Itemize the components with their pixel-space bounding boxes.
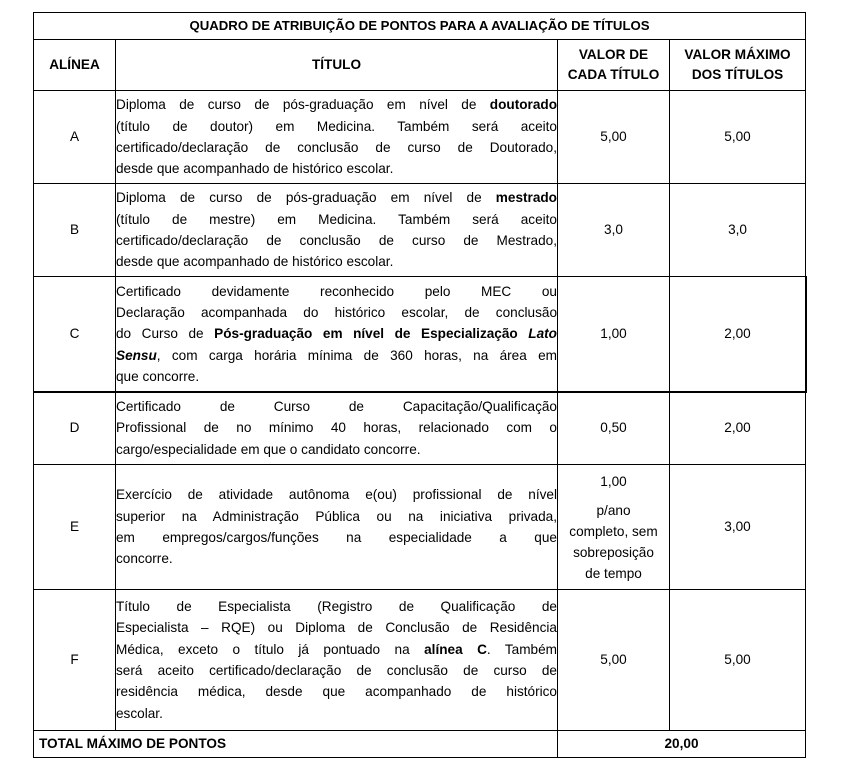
titulo-line: Sensu, com carga horária mínima de 360 horas, na área em <box>116 347 557 363</box>
header-titulo: TÍTULO <box>116 40 558 91</box>
titulo-line: desde que acompanhado de histórico escolar. <box>116 254 394 270</box>
alinea-cell: A <box>34 91 116 184</box>
maximo-cell: 2,00 <box>670 392 806 465</box>
titulo-line: do Curso de Pós-graduação em nível de Especialização Lato <box>116 326 557 342</box>
valor-note-line: completo, sem <box>569 523 658 539</box>
table-row <box>34 590 806 731</box>
degree-highlight: mestrado <box>495 190 557 206</box>
alinea-cell: C <box>34 277 116 392</box>
table-row <box>34 392 806 465</box>
titulo-line: superior na Administração Pública ou na iniciativa privada, <box>116 508 557 524</box>
titulo-line: será aceito certificado/declaração de conclusão de curso de <box>116 663 557 678</box>
titulo-line: em empregos/cargos/funções na especialidade a que <box>116 530 557 545</box>
titulo-cell <box>116 184 558 277</box>
alinea-cell: D <box>34 392 116 465</box>
titulo-line: Declaração acompanhada do histórico escolar, de conclusão <box>116 305 557 321</box>
titulo-line: desde que acompanhado de histórico escolar. <box>116 161 394 177</box>
titulo-line: Diploma de curso de pós-graduação em nível de mestrado <box>116 190 557 206</box>
total-row <box>34 731 806 758</box>
maximo-cell: 3,00 <box>670 465 806 590</box>
valor-note-line: p/ano <box>596 502 631 518</box>
alinea-cell: F <box>34 590 116 731</box>
specialization-highlight: Pós-graduação em nível de Especialização <box>214 326 518 342</box>
header-valor <box>558 40 670 91</box>
valor-cell: 3,0 <box>558 184 670 277</box>
sensu-highlight: Sensu <box>116 347 157 363</box>
alinea-cell: E <box>34 465 116 590</box>
header-maximo <box>670 40 806 91</box>
maximo-cell: 5,00 <box>670 590 806 731</box>
titulo-cell <box>116 465 558 590</box>
valor-cell <box>558 465 670 590</box>
titulo-line: cargo/especialidade em que o candidato concorre. <box>116 441 421 457</box>
titulo-cell <box>116 590 558 731</box>
table-row <box>34 91 806 184</box>
titulo-line: certificado/declaração de conclusão de curso de Mestrado, <box>116 233 557 248</box>
titulo-line: Profissional de no mínimo 40 horas, relacionado com o <box>116 420 557 436</box>
valor-cell: 1,00 <box>558 277 670 392</box>
titulo-line: Título de Especialista (Registro de Qualificação de <box>116 599 557 615</box>
header-valor-line2: CADA TÍTULO <box>567 67 660 82</box>
titulo-cell <box>116 277 558 392</box>
degree-highlight: doutorado <box>489 97 557 113</box>
titulo-line: (título de doutor) em Medicina. Também será aceito <box>116 118 557 134</box>
titulo-cell <box>116 91 558 184</box>
titulo-cell <box>116 392 558 465</box>
titulo-line: Certificado de Curso de Capacitação/Qualificação <box>116 399 557 415</box>
table-row <box>34 184 806 277</box>
valor-cell: 5,00 <box>558 91 670 184</box>
header-row <box>34 40 806 91</box>
titulo-line: Diploma de curso de pós-graduação em nível de doutorado <box>116 97 557 113</box>
titulo-line: (título de mestre) em Medicina. Também será aceito <box>116 211 557 227</box>
alinea-cell: B <box>34 184 116 277</box>
valor-note-line: de tempo <box>585 565 642 581</box>
table-caption: QUADRO DE ATRIBUIÇÃO DE PONTOS PARA A AVALIAÇÃO DE TÍTULOS <box>34 13 806 40</box>
valor-amount: 1,00 <box>600 473 627 489</box>
table-row <box>34 277 806 392</box>
titulo-line: escolar. <box>116 705 163 721</box>
maximo-cell: 3,0 <box>670 184 806 277</box>
titulo-line: residência médica, desde que acompanhado de histórico <box>116 684 557 700</box>
titulo-line: Certificado devidamente reconhecido pelo MEC ou <box>116 283 557 299</box>
header-alinea: ALÍNEA <box>34 40 116 91</box>
titulo-line: concorre. <box>116 551 173 567</box>
points-table <box>33 12 806 758</box>
valor-note-line: sobreposição <box>573 544 654 560</box>
valor-cell: 5,00 <box>558 590 670 731</box>
titulo-line: Exercício de atividade autônoma e(ou) profissional de nível <box>116 487 557 503</box>
titulo-line: Especialista – RQE) ou Diploma de Conclusão de Residência <box>116 620 557 636</box>
total-label: TOTAL MÁXIMO DE PONTOS <box>34 731 558 758</box>
total-value: 20,00 <box>558 731 806 758</box>
header-valor-line1: VALOR DE <box>578 47 649 62</box>
table-row <box>34 465 806 590</box>
header-maximo-line2: DOS TÍTULOS <box>691 67 784 82</box>
valor-cell: 0,50 <box>558 392 670 465</box>
maximo-cell: 5,00 <box>670 91 806 184</box>
valor-stack <box>558 471 669 584</box>
alinea-c-highlight: alínea C <box>424 641 487 657</box>
maximo-cell: 2,00 <box>670 277 806 392</box>
header-maximo-line1: VALOR MÁXIMO <box>684 47 791 62</box>
titulo-line: certificado/declaração de conclusão de curso de Doutorado, <box>116 140 557 155</box>
titulo-line: que concorre. <box>116 368 200 384</box>
caption-row <box>34 13 806 40</box>
titulo-line: Médica, exceto o título já pontuado na alínea C. Também <box>116 641 557 657</box>
lato-highlight: Lato <box>528 326 557 342</box>
